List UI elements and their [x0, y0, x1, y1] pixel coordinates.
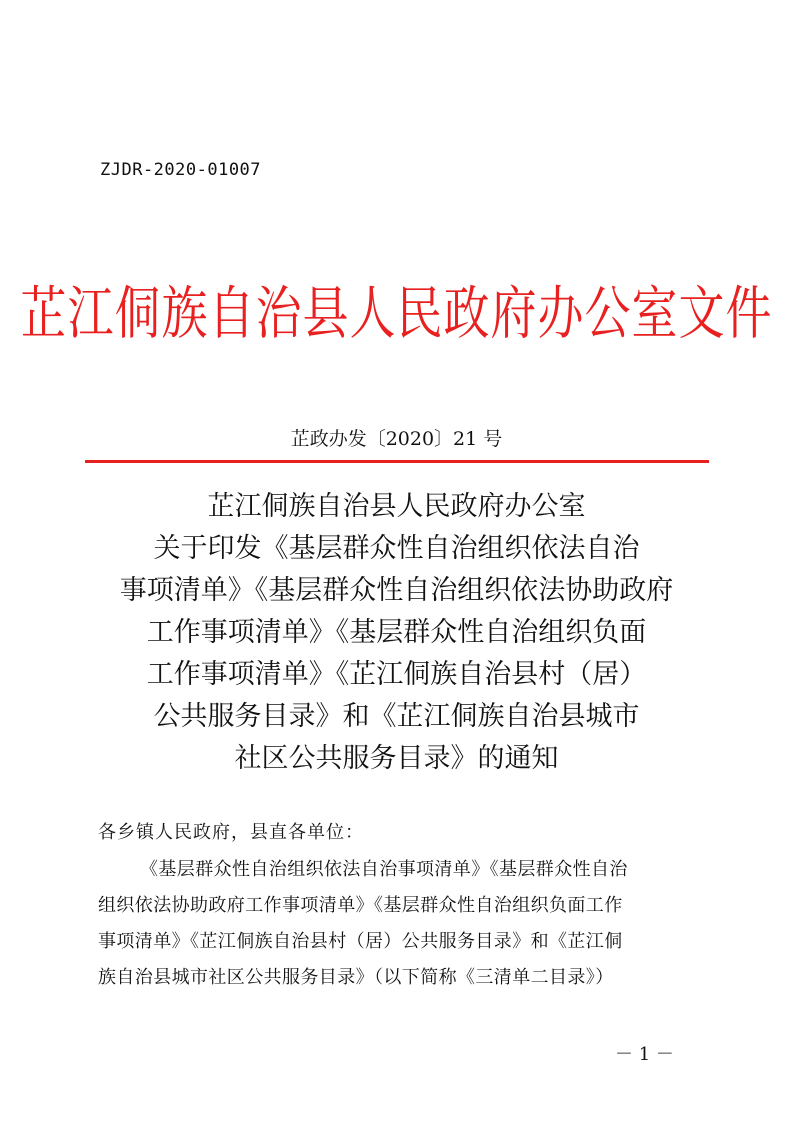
title-line: 关于印发《基层群众性自治组织依法自治: [153, 533, 640, 564]
body-paragraph: [98, 852, 702, 996]
red-divider-line: [85, 460, 709, 463]
body-line: 组织依法协助政府工作事项清单》《基层群众性自治组织负面工作: [98, 895, 623, 916]
masthead-title: 芷江侗族自治县人民政府办公室文件: [20, 279, 773, 347]
salutation: 各乡镇人民政府，县直各单位：: [98, 822, 364, 843]
title-line: 公共服务目录》和《芷江侗族自治县城市: [153, 701, 640, 732]
title-line: 工作事项清单》《基层群众性自治组织负面: [146, 617, 647, 648]
title-line: 芷江侗族自治县人民政府办公室: [207, 491, 586, 522]
notice-title: [60, 486, 733, 780]
body-line: 族自治县城市社区公共服务目录》（以下简称《三清单二目录》）: [98, 967, 614, 988]
document-number: 芷政办发〔2020〕21 号: [290, 428, 503, 450]
page-number: － 1 －: [615, 1044, 674, 1065]
title-line: 事项清单》《基层群众性自治组织依法协助政府: [119, 575, 674, 606]
body-line: 《基层群众性自治组织依法自治事项清单》《基层群众性自治: [140, 859, 628, 880]
body-line: 事项清单》《芷江侗族自治县村（居）公共服务目录》和《芷江侗: [98, 931, 623, 952]
title-line: 社区公共服务目录》的通知: [234, 743, 559, 774]
document-code: ZJDR-2020-01007: [100, 160, 262, 180]
title-line: 工作事项清单》《芷江侗族自治县村（居）: [146, 659, 647, 690]
